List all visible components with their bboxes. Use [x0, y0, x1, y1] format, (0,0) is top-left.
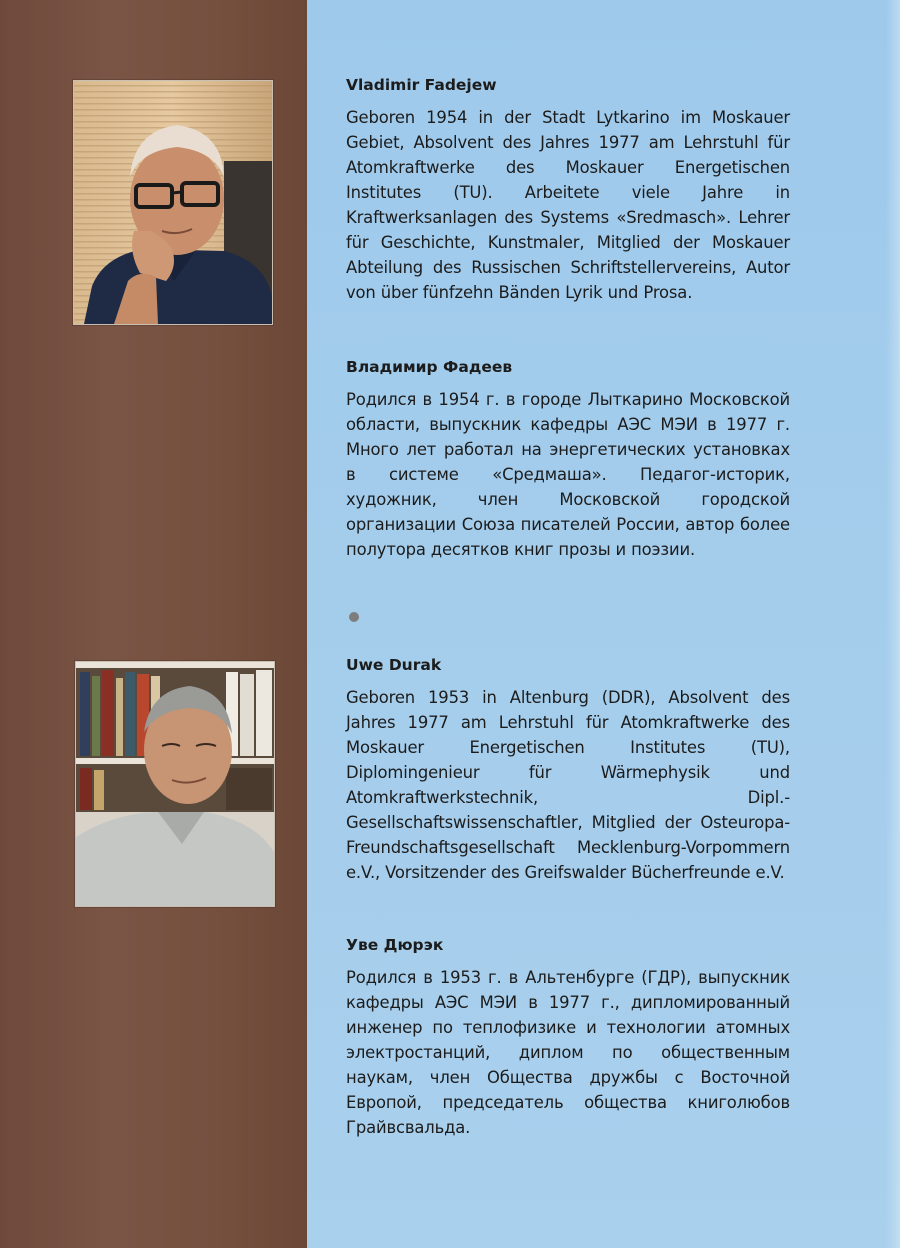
author-name: Vladimir Fadejew	[346, 76, 497, 94]
separator-dot	[349, 612, 359, 622]
author-bio: Родился в 1953 г. в Альтенбурге (ГДР), выпускник кафедры АЭС МЭИ в 1977 г., дипломированный инженер по теплофизике и технологии атомных электростанций, диплом по общественным наукам, член Общества дружбы с Восточной Европой, председатель общества книголюбов Грайвсвальда.	[346, 968, 790, 1137]
author-bio: Geboren 1954 in der Stadt Lytkarino im Moskauer Gebiet, Absolvent des Jahres 1977 am Lehrstuhl für Atomkraftwerke des Moskauer Energetischen Institutes (TU). Arbeitete viele Jahre in Kraftwerksanlagen des Systems «Sredmasch». Lehrer für Geschichte, Kunstmaler, Mitglied der Moskauer Abteilung des Russischen Schriftstellervereins, Autor von über fünfzehn Bänden Lyrik und Prosa.	[346, 108, 790, 302]
author-name: Владимир Фадеев	[346, 358, 513, 376]
author-photo-fadejew	[73, 80, 273, 325]
author-block-fadejew-ru	[346, 357, 790, 562]
author-bio: Родился в 1954 г. в городе Лыткарино Московской области, выпускник кафедры АЭС МЭИ в 1977 г. Много лет работал на энергетических установках в системе «Средмаша». Педагог-историк, художник, член Московской городской организации Союза писателей России, автор более полутора десятков книг прозы и поэзии.	[346, 390, 790, 559]
author-block-durak-ru	[346, 935, 790, 1140]
author-photo-durak	[75, 661, 275, 907]
author-block-fadejew-de	[346, 75, 790, 305]
author-name: Уве Дюрэк	[346, 936, 444, 954]
author-block-durak-de	[346, 655, 790, 885]
author-name: Uwe Durak	[346, 656, 442, 674]
author-bio: Geboren 1953 in Altenburg (DDR), Absolvent des Jahres 1977 am Lehrstuhl für Atomkraftwerke des Moskauer Energetischen Institutes (TU), Diplomingenieur für Wärmephysik und Atomkraftwerkstechnik, Dipl.-Gesellschaftswissenschaftler, Mitglied der Osteuropa-Freundschaftsgesellschaft Mecklenburg-Vorpommern e.V., Vorsitzender des Greifswalder Bücherfreunde e.V.	[346, 688, 790, 882]
